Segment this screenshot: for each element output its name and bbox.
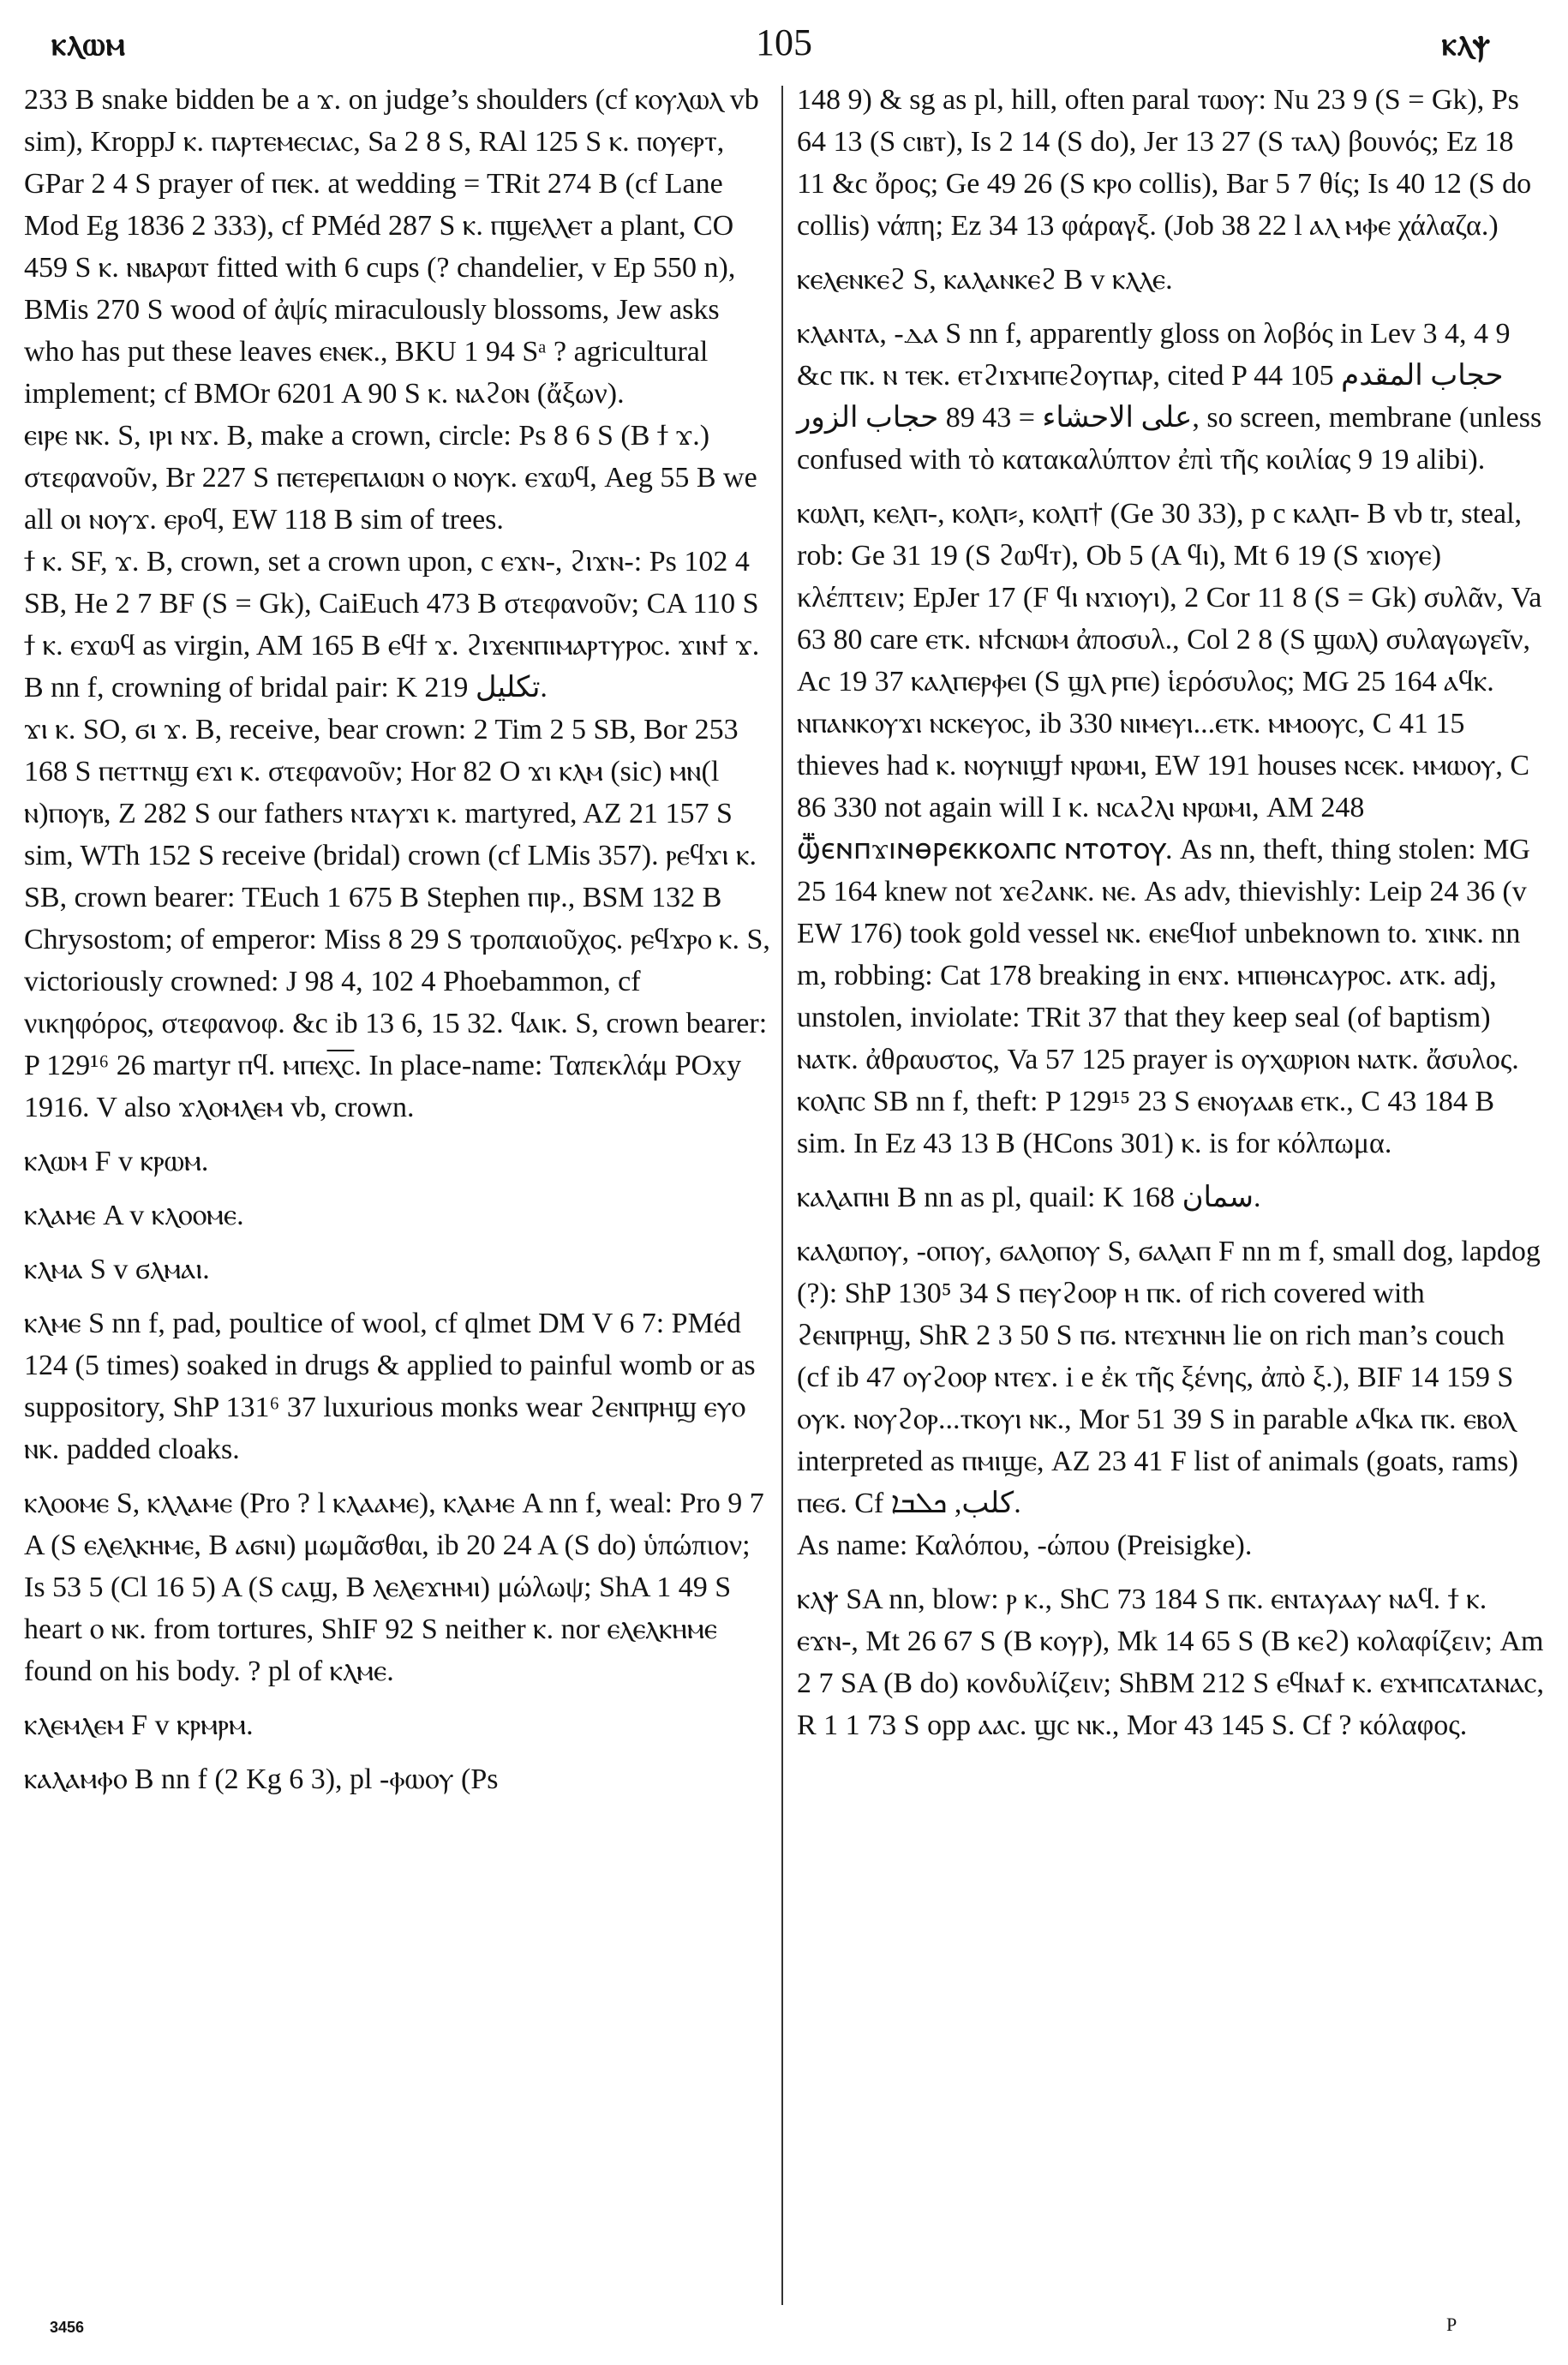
entry-kloome: ⲕⲗⲟⲟⲙⲉ S, ⲕⲗⲗⲁⲙⲉ (Pro ? l ⲕⲗⲁⲁⲙⲉ), ⲕⲗⲁⲙⲉ A nn f, weal: Pro 9 7 A (S ⲉⲗⲉⲗⲕⲏⲙⲉ, B ⲁϭⲛⲓ) μωμᾶσθαι, ib 20 24 A (S do) ὑπώπιον; Is 53 5 (Cl 16 5) A (S ⲥⲁϣ, B ⲗⲉⲗⲉϫⲏⲙⲓ) μώλωψ; ShA 1 49 S heart ⲟ ⲛⲕ. from tortures, ShIF 92 S neither ⲕ. nor ⲉⲗⲉⲗⲕⲏⲙⲉ found on his body. ? pl of ⲕⲗⲙⲉ. — [24, 1488, 764, 1687]
entry-klame: ⲕⲗⲁⲙⲉ A v ⲕⲗⲟⲟⲙⲉ. — [24, 1200, 244, 1231]
page-header — [17, 21, 1551, 72]
entry-kalampho: ⲕⲁⲗⲁⲙⲫⲟ B nn f (2 Kg 6 3), pl -ⲫⲱⲟⲩ (Ps — [24, 1763, 499, 1795]
entry-klemlem: ⲕⲗⲉⲙⲗⲉⲙ F v ⲕⲣⲙⲣⲙ. — [24, 1709, 254, 1741]
entry-text: 148 9) & sg as pl, hill, often paral ⲧⲱⲟⲩ: Nu 23 9 (S = Gk), Ps 64 13 (S ⲥⲓⲃⲧ), Is 2 14 (S do), Jer 13 27 (S ⲧⲁⲗ) βουνός; Ez 18 11 &c ὄρος; Ge 49 26 (S ⲕⲣⲟ collis), Bar 5 7 θίς; Is 40 12 (S do collis) νάπη; Ez 34 13 φάραγξ. (Job 38 22 l ⲁⲗ ⲙⲫⲉ χάλαζα.) — [797, 84, 1532, 242]
entry-text: As name: Καλόπου, -ώπου (Preisigke). — [797, 1530, 1253, 1561]
entry-kalapei: ⲕⲁⲗⲁⲡⲏⲓ B nn as pl, quail: K 168 سمان. — [797, 1182, 1261, 1213]
entry-kalopou: ⲕⲁⲗⲱⲡⲟⲩ, -ⲟⲡⲟⲩ, ϭⲁⲗⲟⲡⲟⲩ S, ϭⲁⲗⲁⲡ F nn m f, small dog, lapdog (?): ShP 130⁵ 34 S ⲡⲉⲩϩⲟⲟⲣ ⲏ ⲡⲕ. of rich covered with ϩⲉⲛⲡⲣⲏϣ, ShR 2 3 50 S ⲡϭ. ⲛⲧⲉϫⲏⲛⲏ lie on rich man’s couch (cf ib 47 ⲟⲩϩⲟⲟⲣ ⲛⲧⲉϫ. i e ἐκ τῆς ξένης, ἀπὸ ξ.), BIF 14 159 S ⲟⲩⲕ. ⲛⲟⲩϩⲟⲣ...ⲧⲕⲟⲩⲓ ⲛⲕ., Mor 51 39 S in parable ⲁϥⲕⲁ ⲡⲕ. ⲉⲃⲟⲗ interpreted as ⲡⲙⲓϣⲉ, AZ 23 41 F list of animals (goats, rams) ⲡⲉϭ. Cf كلب, ܟܠܒܐ. — [797, 1236, 1541, 1519]
right-column — [797, 79, 1544, 1746]
entry-text: ϯ ⲕ. SF, ϫ. B, crown, set a crown upon, c ⲉϫⲛ-, ϩⲓϫⲛ-: Ps 102 4 SB, He 2 7 BF (S = Gk), CaiEuch 473 B στεφανοῦν; CA 110 S ϯ ⲕ. ⲉϫⲱϥ as virgin, AM 165 B ⲉϥϯ ϫ. ϩⲓϫⲉⲛⲡⲓⲙⲁⲣⲧⲩⲣⲟⲥ. ϫⲓⲛϯ ϫ. B nn f, crowning of bridal pair: K 219 تكليل. — [24, 546, 760, 704]
entry-klme: ⲕⲗⲙⲉ S nn f, pad, poultice of wool, cf qlmet DM V 6 7: PMéd 124 (5 times) soaked in drugs & applied to painful womb or as suppository, ShP 131⁶ 37 luxurious monks wear ϩⲉⲛⲡⲣⲏϣ ⲉⲩⲟ ⲛⲕ. padded cloaks. — [24, 1308, 756, 1465]
entry-klom: ⲕⲗⲱⲙ F v ⲕⲣⲱⲙ. — [24, 1146, 209, 1177]
entry-klanta: ⲕⲗⲁⲛⲧⲁ, -ⲇⲁ S nn f, apparently gloss on λοβός in Lev 3 4, 4 9 &c ⲡⲕ. ⲛ ⲧⲉⲕ. ⲉⲧϩⲓϫⲙⲡⲉϩⲟⲩⲡⲁⲣ, cited P 44 105 حجاب المقدم على الاحشاء = 43 89 حجاب الزور, so screen, membrane (unless confused with τὸ κατακαλύπτον ἐπὶ τῆς κοιλίας 9 19 alibi). — [797, 318, 1542, 476]
left-running-headword: ⲕⲗⲱⲙ — [51, 24, 126, 63]
entry-klps: ⲕⲗⲯ SA nn, blow: ⲣ ⲕ., ShC 73 184 S ⲡⲕ. ⲉⲛⲧⲁⲩⲁⲁⲩ ⲛⲁϥ. ϯ ⲕ. ⲉϫⲛ-, Mt 26 67 S (B ⲕⲟⲩⲣ), Mk 14 65 S (B ⲕⲉϩ) κολαφίζειν; Am 2 7 SA (B do) κονδυλίζειν; ShBM 212 S ⲉϥⲛⲁϯ ⲕ. ⲉϫⲙⲡⲥⲁⲧⲁⲛⲁⲥ, R 1 1 73 S opp ⲁⲁⲥ. ϣⲥ ⲛⲕ., Mor 43 145 S. Cf ? κόλαφος. — [797, 1584, 1544, 1741]
left-column — [24, 79, 771, 1800]
entry-kelenkeh: ⲕⲉⲗⲉⲛⲕⲉϩ S, ⲕⲁⲗⲁⲛⲕⲉϩ B v ⲕⲗⲗⲉ. — [797, 264, 1173, 296]
entry-text: ϫⲓ ⲕ. SO, ϭⲓ ϫ. B, receive, bear crown: 2 Tim 2 5 SB, Bor 253 168 S ⲡⲉⲧⲧⲛϣ ⲉϫⲓ ⲕ. στεφανοῦν; Hor 82 O ϫⲓ ⲕⲗⲙ (sic) ⲙⲛ(l ⲛ)ⲡⲟⲩⲃ, Z 282 S our fathers ⲛⲧⲁⲩϫⲓ ⲕ. martyred, AZ 21 157 S sim, WTh 152 S receive (bridal) crown (cf LMis 357). ⲣⲉϥϫⲓ ⲕ. SB, crown bearer: TEuch 1 675 B Stephen ⲡⲓⲣ., BSM 132 B Chrysostom; of emperor: Miss 8 29 S τροπαιοῦχος. ⲣⲉϥϫⲣⲟ ⲕ. S, victoriously crowned: J 98 4, 102 4 Phoebammon, cf νικηφόρος, στεφανοφ. &c ib 13 6, 15 32. ϥⲁⲓⲕ. S, crown bearer: P 129¹⁶ 26 martyr ⲡϥ. ⲙⲡⲉⲭ︦ⲥ︦. In place-name: Ταπεκλάμ POxy 1916. V also ϫⲗⲟⲙⲗⲉⲙ vb, crown. — [24, 714, 770, 1123]
column-divider — [781, 86, 783, 2305]
entry-kolps: ⲕⲟⲗⲡⲥ SB nn f, theft: P 129¹⁵ 23 S ⲉⲛⲟⲩⲁⲁⲃ ⲉⲧⲕ., C 43 184 B sim. In Ez 43 13 B (HCons 301) ⲕ. is for κόλπωμα. — [797, 1086, 1495, 1159]
entry-kolp: ⲕⲱⲗⲡ, ⲕⲉⲗⲡ-, ⲕⲟⲗⲡ⸗, ⲕⲟⲗⲡ† (Ge 30 33), p c ⲕⲁⲗⲡ- B vb tr, steal, rob: Ge 31 19 (S ϩⲱϥⲧ), Ob 5 (A ϥⲓ), Mt 6 19 (S ϫⲓⲟⲩⲉ) κλέπτειν; EpJer 17 (F ϥⲓ ⲛϫⲓⲟⲩⲓ), 2 Cor 11 8 (S = Gk) συλᾶν, Va 63 80 care ⲉⲧⲕ. ⲛϯⲥⲛⲱⲙ ἀποσυλ., Col 2 8 (S ϣⲱⲗ) συλαγωγεῖν, Ac 19 37 ⲕⲁⲗⲡⲉⲣⲫⲉⲓ (S ϣⲗ ⲣⲡⲉ) ἱερόσυλος; MG 25 164 ⲁϥⲕ. ⲛⲡⲁⲛⲕⲟⲩϫⲓ ⲛⲥⲕⲉⲩⲟⲥ, ib 330 ⲛⲓⲙⲉⲩⲓ...ⲉⲧⲕ. ⲙⲙⲟⲟⲩⲥ, C 41 15 thieves had ⲕ. ⲛⲟⲩⲛⲓϣϯ ⲛⲣⲱⲙⲓ, EW 191 houses ⲛⲥⲉⲕ. ⲙⲙⲱⲟⲩ, C 86 330 not again will I ⲕ. ⲛⲥⲁϩⲗⲓ ⲛⲣⲱⲙⲓ, AM 248 ⳃⲉⲛⲡϫⲓⲛⲑⲣⲉⲕⲕⲟⲗⲡⲥ ⲛⲧⲟⲧⲟⲩ. As nn, theft, thing stolen: MG 25 164 knew not ϫⲉϩⲁⲛⲕ. ⲛⲉ. As adv, thievishly: Leip 24 36 (v EW 176) took gold vessel ⲛⲕ. ⲉⲛⲉϥⲓⲟϯ unbeknown to. ϫⲓⲛⲕ. nn m, robbing: Cat 178 breaking in ⲉⲛϫ. ⲙⲡⲓⲑⲏⲥⲁⲩⲣⲟⲥ. ⲁⲧⲕ. adj, unstolen, inviolate: TRit 37 that they keep seal (of baptism) ⲛⲁⲧⲕ. ἀθραυστος, Va 57 125 prayer is ⲟⲩⲭⲱⲣⲓⲟⲛ ⲛⲁⲧⲕ. ἄσυλος. — [797, 498, 1542, 1075]
page-number: 105 — [756, 21, 812, 63]
printer-signature: 3456 — [50, 2319, 85, 2336]
entry-text: 233 B snake bidden be a ϫ. on judge’s shoulders (cf ⲕⲟⲩⲗⲱⲗ vb sim), KroppJ ⲕ. ⲡⲁⲣⲧⲉⲙⲉⲥⲓⲁⲥ, Sa 2 8 S, RAl 125 S ⲕ. ⲡⲟⲩⲉⲣⲧ, GPar 2 4 S prayer of ⲡⲉⲕ. at wedding = TRit 274 B (cf Lane Mod Eg 1836 2 333), cf PMéd 287 S ⲕ. ⲡϣⲉⲗⲗⲉⲧ a plant, CO 459 S ⲕ. ⲛⲃⲁⲣⲱⲧ fitted with 6 cups (? chandelier, v Ep 550 n), BMis 270 S wood of ἀψίς miraculously blossoms, Jew asks who has put these leaves ⲉⲛⲉⲕ., BKU 1 94 Sᵃ ? agricultural implement; cf BMOr 6201 A 90 S ⲕ. ⲛⲁϩⲟⲛ (ἄξων). — [24, 84, 759, 410]
entry-klma: ⲕⲗⲙⲁ S v ϭⲗⲙⲁⲓ. — [24, 1254, 210, 1285]
gathering-letter: P — [1446, 2314, 1457, 2335]
entry-text: ⲉⲓⲣⲉ ⲛⲕ. S, ⲓⲣⲓ ⲛϫ. B, make a crown, circle: Ps 8 6 S (B ϯ ϫ.) στεφανοῦν, Br 227 S ⲡⲉⲧⲉⲣⲉⲡⲁⲓⲱⲛ ⲟ ⲛⲟⲩⲕ. ⲉϫⲱϥ, Aeg 55 B we all ⲟⲓ ⲛⲟⲩϫ. ⲉⲣⲟϥ, EW 118 B sim of trees. — [24, 420, 757, 536]
right-running-headword: ⲕⲗⲯ — [1441, 24, 1491, 63]
